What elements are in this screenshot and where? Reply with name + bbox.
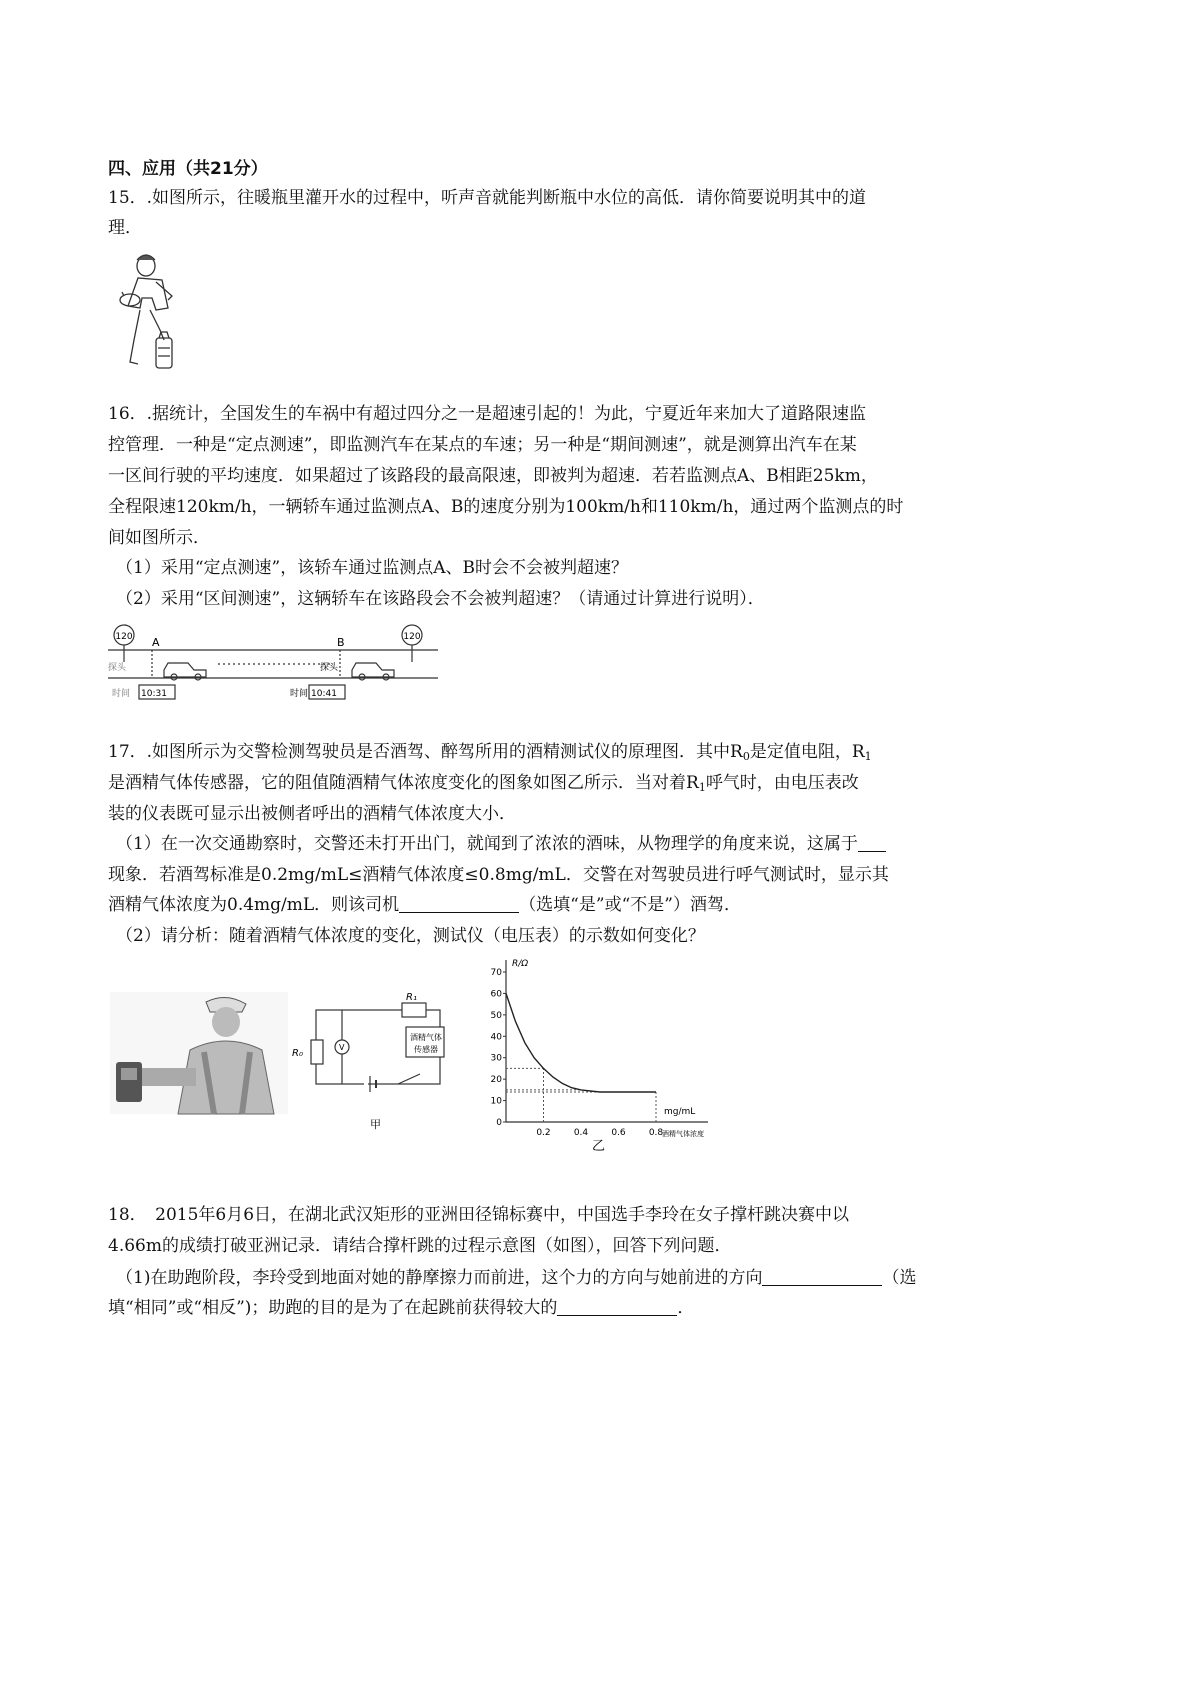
q18-sub-question-1-line-1 bbox=[116, 1266, 916, 1290]
time-b-value: 10:41 bbox=[311, 689, 337, 699]
answer-blank-drunk-driving[interactable] bbox=[399, 894, 519, 913]
y-tick-label-7: 70 bbox=[490, 968, 502, 978]
q18-sub-question-1-line-2 bbox=[108, 1296, 694, 1320]
q17-sub-question-1-line-2: 现象．若酒驾标准是0.2mg/mL≤酒精气体浓度≤0.8mg/mL．交警在对驾驶员进行呼气测试时，显示其 bbox=[108, 865, 889, 885]
y-tick-label-4: 40 bbox=[490, 1032, 502, 1043]
q17-sub1-text: （1）在一次交通勘察时，交警还未打开出门，就闻到了浓浓的酒味，从物理学的角度来说，这属于 bbox=[116, 834, 858, 854]
q18-line-1: 18． 2015年6月6日，在湖北武汉矩形的亚洲田径锦标赛中，中国选手李玲在女子撑杆跳决赛中以 bbox=[108, 1205, 850, 1225]
q16-line-2: 控管理．一种是“定点测速”，即监测汽车在某点的车速；另一种是“期间测速”，就是测算出汽车在某 bbox=[108, 435, 857, 455]
q17-sub1-line3-b: （选填“是”或“不是”）酒驾． bbox=[519, 895, 741, 915]
voltmeter-icon: V bbox=[339, 1043, 345, 1052]
q17-line-2 bbox=[108, 771, 859, 800]
q17-line-2-a: 是酒精气体传感器，它的阻值随酒精气体浓度变化的图象如图乙所示．当对着R bbox=[108, 773, 699, 793]
q16-sub-question-1: （1）采用“定点测速”，该轿车通过监测点A、B时会不会被判超速？ bbox=[116, 558, 628, 578]
answer-blank-force-direction[interactable] bbox=[762, 1267, 882, 1286]
y-tick-label-3: 30 bbox=[490, 1053, 502, 1064]
r1-subscript-2: 1 bbox=[698, 781, 706, 794]
q18-line-2: 4.66m的成绩打破亚洲记录．请结合撑杆跳的过程示意图（如图），回答下列问题． bbox=[108, 1236, 732, 1256]
q15-line-1: 15．.如图所示，往暖瓶里灌开水的过程中，听声音就能判断瓶中水位的高低．请你简要说明其中的道 bbox=[108, 188, 867, 208]
x-tick-label-1: 0.4 bbox=[573, 1128, 589, 1138]
r0-subscript: 0 bbox=[742, 750, 750, 763]
q18-sub1-b: （选 bbox=[882, 1268, 917, 1288]
q18-sub1-a: （1)在助跑阶段，李玲受到地面对她的静摩擦力而前进，这个力的方向与她前进的方向 bbox=[116, 1268, 763, 1288]
q16-line-5: 间如图所示． bbox=[108, 528, 210, 548]
answer-blank-phenomenon[interactable] bbox=[858, 833, 886, 852]
time-b-label: 时间 bbox=[290, 689, 309, 699]
q17-line-1-a: 17．.如图所示为交警检测驾驶员是否酒驾、醉驾所用的酒精测试仪的原理图．其中R bbox=[108, 742, 743, 762]
x-tick-label-3: 0.8 bbox=[648, 1128, 664, 1138]
r1-label: R₁ bbox=[406, 992, 417, 1003]
q16-line-1: 16．.据统计，全国发生的车祸中有超过四分之一是超速引起的！为此，宁夏近年来加大了道路限速监 bbox=[108, 404, 867, 424]
x-tick-label-2: 0.6 bbox=[611, 1128, 626, 1138]
q18-sub1-line2-b: ． bbox=[677, 1298, 695, 1318]
q17-line-1 bbox=[108, 740, 872, 769]
q15-line-2: 理． bbox=[108, 218, 142, 238]
y-tick-label-1: 10 bbox=[490, 1096, 502, 1107]
q18-sub1-line2-a: 填“相同”或“相反”)；助跑的目的是为了在起跳前获得较大的 bbox=[108, 1298, 558, 1318]
q17-line-1-b: 是定值电阻，R bbox=[749, 742, 865, 762]
time-a-value: 10:31 bbox=[141, 689, 167, 699]
time-a-label: 时间 bbox=[112, 689, 131, 699]
q17-line-2-b: 呼气时，由电压表改 bbox=[705, 773, 859, 793]
x-axis-name: 酒精气体浓度 bbox=[662, 1130, 704, 1138]
q17-sub-question-1-line-3 bbox=[108, 893, 741, 917]
r1-subscript: 1 bbox=[864, 750, 872, 763]
speed-limit-sign-b: 120 bbox=[403, 632, 421, 642]
y-tick-label-6: 60 bbox=[490, 989, 502, 1000]
q17-figure-circuit-jia bbox=[292, 990, 450, 1131]
speed-limit-sign-a: 120 bbox=[115, 632, 133, 642]
q16-line-4: 全程限速120km/h，一辆轿车通过监测点A、B的速度分别为100km/h和110km/h，通过两个监测点的时 bbox=[108, 497, 904, 517]
answer-blank-quantity[interactable] bbox=[557, 1297, 677, 1316]
caption-jia: 甲 bbox=[370, 1118, 381, 1131]
point-b-label: B bbox=[337, 636, 345, 649]
y-tick-label-2: 20 bbox=[490, 1075, 502, 1086]
x-axis-unit: mg/mL bbox=[664, 1107, 696, 1117]
caption-yi: 乙 bbox=[592, 1139, 606, 1154]
q17-sub-question-2: （2）请分析：随着酒精气体浓度的变化，测试仪（电压表）的示数如何变化？ bbox=[116, 926, 705, 946]
y-axis-label: R/Ω bbox=[512, 959, 529, 969]
q17-chart-resistance-vs-concentration bbox=[486, 952, 716, 1158]
sensor-label-2: 传感器 bbox=[414, 1045, 438, 1054]
probe-a-label: 探头 bbox=[108, 663, 127, 673]
y-tick-label-5: 50 bbox=[490, 1010, 502, 1021]
y-tick-label-0: 0 bbox=[496, 1118, 502, 1128]
chart-series-line bbox=[506, 993, 656, 1092]
section-title: 四、应用（共21分） bbox=[108, 159, 268, 179]
q17-photo-traffic-police bbox=[110, 992, 288, 1114]
point-a-label: A bbox=[152, 636, 160, 649]
sensor-label-1: 酒精气体 bbox=[410, 1033, 442, 1042]
r0-label: R₀ bbox=[292, 1048, 303, 1059]
q16-figure-speed-checkpoints bbox=[108, 622, 438, 704]
q17-sub1-line3-a: 酒精气体浓度为0.4mg/mL．则该司机 bbox=[108, 895, 400, 915]
probe-b-label: 探头 bbox=[320, 663, 339, 673]
q15-figure-boy-pouring-water bbox=[112, 252, 192, 374]
q16-sub-question-2: （2）采用“区间测速”，这辆轿车在该路段会不会被判超速？（请通过计算进行说明）． bbox=[116, 589, 765, 609]
q17-line-3: 装的仪表既可显示出被侧者呼出的酒精气体浓度大小． bbox=[108, 804, 516, 824]
q16-line-3: 一区间行驶的平均速度．如果超过了该路段的最高限速，即被判为超速．若若监测点A、B相距25km， bbox=[108, 466, 878, 486]
x-tick-label-0: 0.2 bbox=[536, 1128, 551, 1138]
q17-sub-question-1-line-1 bbox=[116, 832, 886, 856]
